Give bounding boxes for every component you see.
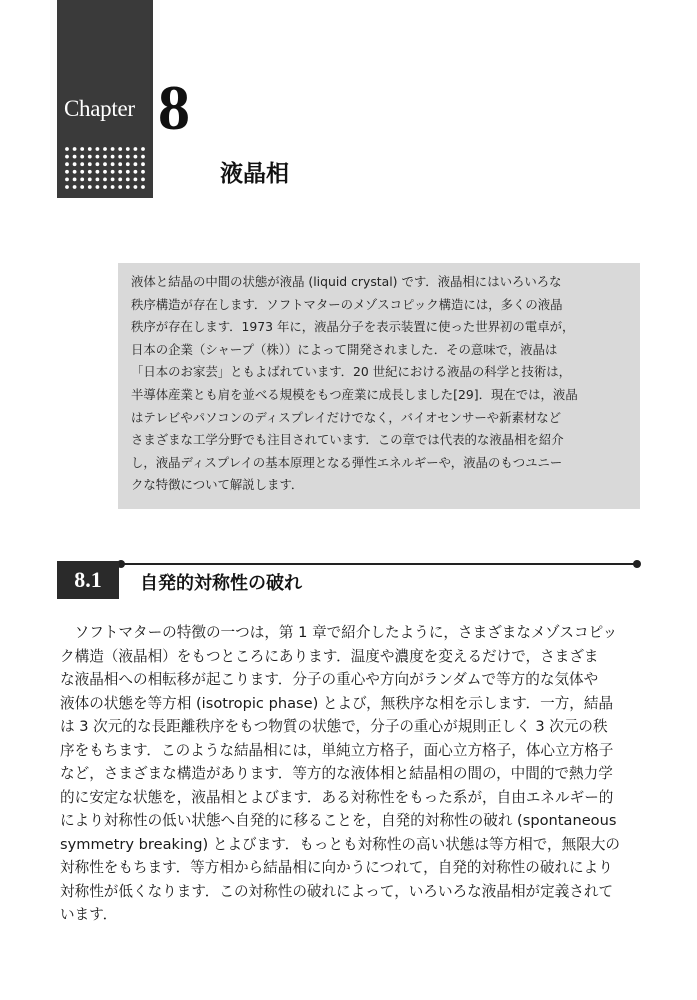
decor-dot (118, 170, 122, 174)
chapter-abstract-box (118, 263, 640, 509)
chapter-title: 液晶相 (220, 161, 289, 187)
decor-dot (103, 147, 107, 151)
decor-dot (126, 178, 130, 182)
decor-dot (141, 178, 145, 182)
decor-dot (73, 162, 77, 166)
decor-dot (88, 155, 92, 159)
decor-dot (103, 170, 107, 174)
decor-dot (96, 178, 100, 182)
decor-dot (80, 185, 84, 189)
decor-dot (118, 147, 122, 151)
decor-dot (134, 185, 138, 189)
decor-dot (134, 178, 138, 182)
decor-dot (65, 178, 69, 182)
decor-dot (73, 185, 77, 189)
decor-dot (111, 178, 115, 182)
decor-dot (73, 147, 77, 151)
decor-dot (126, 185, 130, 189)
section-rule (120, 563, 638, 565)
decor-dot (96, 162, 100, 166)
decor-dot (118, 162, 122, 166)
chapter-abstract-text: 液体と結晶の中間の状態が液晶 (liquid crystal) です．液晶相にはいろいろな 秩序構造が存在します．ソフトマターのメゾスコピック構造には，多くの液晶 秩序が存在します．1973 年に，液晶分子を表示装置に使った世界初の電卓が， 日本の企業（シャープ（株））によって開発されました．その意味で，液晶は 「日本のお家芸」ともよばれています．20 世紀における液晶の科学と技術は， 半導体産業とも肩を並べる規模をもつ産業に成長しました[29]．現在では，液晶 はテレビやパソコンのディスプレイだけでなく，バイオセンサーや新素材など さまざまな工学分野でも注目されています．この章では代表的な液晶相を紹介 し，液晶ディスプレイの基本原理となる弾性エネルギーや，液晶のもつユニー クな特徴について解説します． (131, 274, 578, 493)
decor-dot (103, 178, 107, 182)
decor-dot (141, 162, 145, 166)
decor-dot (103, 185, 107, 189)
decor-dot (88, 170, 92, 174)
decor-dot (73, 170, 77, 174)
section-number: 8.1 (74, 567, 102, 592)
decor-dot (126, 155, 130, 159)
decor-dot (111, 162, 115, 166)
decor-dot (118, 185, 122, 189)
decor-dot (111, 170, 115, 174)
decor-dot (126, 147, 130, 151)
decor-dot (118, 178, 122, 182)
decor-dot (65, 185, 69, 189)
decor-dot (141, 185, 145, 189)
decor-dot (134, 155, 138, 159)
decor-dot (73, 155, 77, 159)
decor-dot (103, 162, 107, 166)
decor-dot (134, 170, 138, 174)
decor-dot (126, 170, 130, 174)
section-rule-dot-right (633, 560, 641, 568)
decor-dot (88, 162, 92, 166)
decor-dot (88, 178, 92, 182)
decor-dot (96, 155, 100, 159)
decor-dot (88, 185, 92, 189)
decor-dot (111, 185, 115, 189)
dot-grid-decoration (64, 146, 146, 190)
decor-dot (96, 185, 100, 189)
decor-dot (111, 155, 115, 159)
decor-dot (141, 147, 145, 151)
decor-dot (65, 147, 69, 151)
decor-dot (80, 162, 84, 166)
decor-dot (88, 147, 92, 151)
section-body-text: ソフトマターの特徴の一つは，第 1 章で紹介したように，さまざまなメゾスコピッ ク構造（液晶相）をもつところにあります．温度や濃度を変えるだけで，さまざま な液晶相への相転移が起こります．分子の重心や方向がランダムで等方的な気体や 液体の状態を等方相 (isotropic phase) とよび，無秩序な相を示します．一方，結晶 は 3 次元的な長距離秩序をもつ物質の状態で，分子の重心が規則正しく 3 次元の秩 序をもちます．このような結晶相には，単純立方格子，面心立方格子，体心立方格子 など，さまざまな構造があります．等方的な液体相と結晶相の間の，中間的で熱力学 的に安定な状態を，液晶相とよびます．ある対称性をもった系が，自由エネルギー的 により対称性の低い状態へ自発的に移ることを，自発的対称性の破れ (spontaneous symmetry breaking) とよびます．もっとも対称性の高い状態は等方相で，無限大の 対称性をもちます．等方相から結晶相に向かうにつれて，自発的対称性の破れにより 対称性が低くなります．この対称性の破れによって，いろいろな液晶相が定義されて います． (60, 624, 621, 923)
decor-dot (96, 170, 100, 174)
decor-dot (73, 178, 77, 182)
decor-dot (141, 155, 145, 159)
chapter-label: Chapter (64, 96, 135, 121)
decor-dot (65, 170, 69, 174)
decor-dot (134, 147, 138, 151)
decor-dot (80, 170, 84, 174)
decor-dot (126, 162, 130, 166)
chapter-number: 8 (158, 72, 190, 143)
section-title: 自発的対称性の破れ (140, 573, 302, 594)
decor-dot (80, 155, 84, 159)
decor-dot (118, 155, 122, 159)
decor-dot (80, 178, 84, 182)
decor-dot (111, 147, 115, 151)
decor-dot (65, 155, 69, 159)
decor-dot (65, 162, 69, 166)
decor-dot (103, 155, 107, 159)
decor-dot (80, 147, 84, 151)
decor-dot (141, 170, 145, 174)
decor-dot (96, 147, 100, 151)
decor-dot (134, 162, 138, 166)
